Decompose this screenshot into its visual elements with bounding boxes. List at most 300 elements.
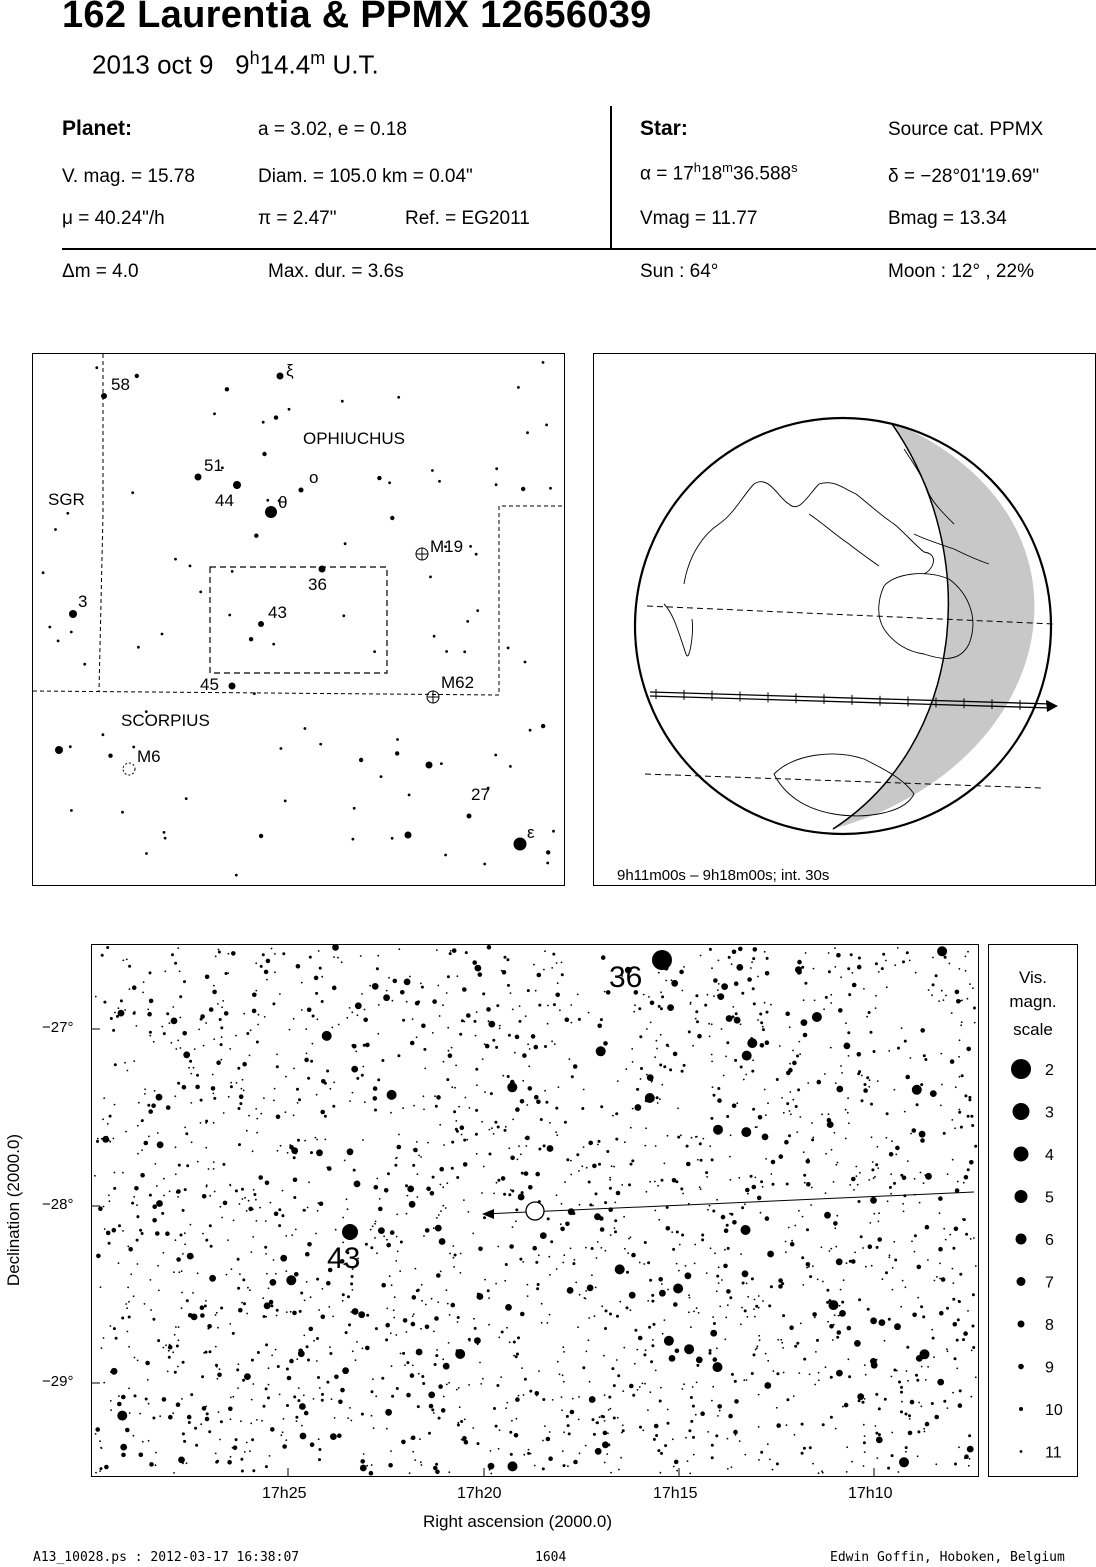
field-star — [205, 1406, 207, 1408]
field-star — [257, 1024, 259, 1026]
field-star — [534, 1095, 539, 1100]
field-star — [265, 1253, 267, 1255]
field-star — [413, 1313, 415, 1315]
field-star — [347, 1295, 350, 1298]
field-star — [525, 1015, 527, 1017]
event-datetime: 2013 oct 9 9$^h$14.4$^m$ U.T. — [92, 48, 379, 80]
field-star — [306, 1345, 309, 1348]
field-star — [616, 1359, 618, 1361]
field-star — [917, 1297, 919, 1299]
field-star — [710, 1117, 713, 1120]
field-star — [497, 1179, 500, 1182]
finder-star — [131, 491, 134, 494]
field-star — [256, 1132, 258, 1134]
field-star — [688, 1030, 691, 1033]
field-star — [781, 1282, 784, 1285]
field-star — [154, 1090, 156, 1092]
field-star — [676, 1231, 679, 1234]
field-star — [852, 983, 857, 988]
asteroid-path — [484, 1192, 974, 1214]
field-star — [312, 1015, 315, 1018]
field-star — [931, 1329, 933, 1331]
field-star — [757, 1019, 759, 1021]
field-star — [850, 953, 853, 956]
field-star — [893, 1182, 896, 1185]
field-star — [760, 1451, 763, 1454]
field-star — [344, 1160, 346, 1162]
field-star — [128, 1346, 130, 1348]
field-star — [181, 1398, 183, 1400]
field-star — [263, 1097, 265, 1099]
field-star — [121, 1317, 124, 1320]
field-star — [765, 1353, 767, 1355]
field-star — [246, 1442, 248, 1444]
field-star — [875, 995, 877, 997]
finder-star — [70, 809, 73, 812]
finder-star — [495, 483, 498, 486]
field-star — [186, 1299, 189, 1302]
field-star — [440, 1271, 442, 1273]
field-star — [706, 1176, 708, 1178]
field-star — [707, 1431, 709, 1433]
finder-star — [353, 807, 356, 810]
field-star — [223, 1112, 225, 1114]
field-star — [759, 1013, 762, 1016]
field-star — [451, 1303, 456, 1308]
field-star — [208, 1168, 210, 1170]
field-star — [495, 1046, 498, 1049]
field-star — [750, 1175, 753, 1178]
field-star — [241, 1088, 243, 1090]
field-star — [283, 1418, 285, 1420]
field-star — [753, 1002, 756, 1005]
legend-dot — [1017, 1277, 1026, 1286]
field-star — [421, 1464, 423, 1466]
field-star — [601, 1247, 603, 1249]
field-star — [437, 1301, 439, 1303]
field-star — [713, 1094, 716, 1097]
field-star — [434, 1363, 437, 1366]
field-star — [308, 1181, 310, 1183]
field-star — [726, 1289, 731, 1294]
field-star — [168, 1345, 173, 1350]
field-star — [487, 1289, 490, 1292]
field-star — [252, 1009, 257, 1014]
field-star — [963, 1182, 965, 1184]
field-star — [927, 1259, 929, 1261]
field-star — [209, 1007, 214, 1012]
field-star — [144, 1303, 146, 1305]
field-star — [740, 1253, 742, 1255]
field-star — [355, 1002, 362, 1009]
finder-star — [545, 424, 548, 427]
field-star — [99, 1440, 101, 1442]
field-star — [818, 1372, 820, 1374]
field-star — [970, 1396, 972, 1398]
field-star — [830, 1002, 832, 1004]
field-star — [263, 1405, 266, 1408]
field-star — [925, 1422, 930, 1427]
field-star — [176, 1189, 181, 1194]
field-star — [911, 1240, 913, 1242]
field-star — [215, 956, 217, 958]
field-star — [692, 1436, 695, 1439]
field-star — [219, 1439, 221, 1441]
field-star — [661, 995, 664, 998]
field-star — [753, 947, 758, 952]
field-star — [972, 1293, 975, 1296]
field-star — [941, 1277, 946, 1282]
field-star — [319, 967, 322, 970]
field-star — [376, 1252, 378, 1254]
field-star — [738, 947, 743, 952]
field-star — [446, 1078, 449, 1081]
field-star — [834, 1227, 836, 1229]
field-star — [740, 1023, 742, 1025]
field-star — [834, 1314, 836, 1316]
finder-star — [426, 762, 433, 769]
field-star — [184, 1127, 186, 1129]
field-star — [128, 1301, 130, 1303]
field-star — [795, 1105, 798, 1108]
field-star — [196, 1074, 199, 1077]
field-star — [417, 1196, 419, 1198]
field-star — [684, 1344, 694, 1354]
field-star — [906, 1370, 908, 1372]
field-star — [460, 1420, 463, 1423]
field-star — [741, 1127, 751, 1137]
event-date: 2013 oct 9 — [92, 49, 214, 80]
field-star — [751, 1277, 754, 1280]
field-star — [579, 1453, 581, 1455]
field-star — [858, 1298, 861, 1301]
field-star — [786, 1183, 789, 1186]
field-star — [781, 1097, 783, 1099]
field-star — [626, 1306, 629, 1309]
field-star — [541, 1303, 543, 1305]
field-star — [213, 1161, 215, 1163]
finder-star — [272, 643, 275, 646]
field-star — [731, 1373, 734, 1376]
field-star — [873, 1050, 876, 1053]
field-star — [578, 1018, 581, 1021]
field-star — [945, 995, 947, 997]
field-star — [655, 1370, 657, 1372]
field-star — [616, 1191, 621, 1196]
field-star — [286, 1368, 289, 1371]
field-star — [865, 1266, 867, 1268]
field-star — [734, 1399, 739, 1404]
field-star — [716, 1347, 718, 1349]
field-star — [182, 1085, 187, 1090]
field-star — [108, 1194, 110, 1196]
field-star — [801, 1019, 808, 1026]
field-star — [121, 1395, 126, 1400]
field-star — [667, 1004, 674, 1011]
field-star — [264, 1302, 271, 1309]
field-star — [221, 1006, 223, 1008]
field-star — [699, 1186, 701, 1188]
field-star — [261, 1420, 263, 1422]
field-star — [488, 1324, 490, 1326]
field-star — [605, 1250, 607, 1252]
field-star — [754, 1299, 756, 1301]
field-star — [864, 1364, 866, 1366]
finder-star — [249, 637, 253, 641]
field-star — [876, 1457, 878, 1459]
field-star — [688, 1311, 690, 1313]
field-star — [767, 1360, 769, 1362]
field-star — [508, 1147, 510, 1149]
field-star — [581, 1107, 584, 1110]
field-star — [825, 1366, 827, 1368]
field-star — [201, 1375, 204, 1378]
field-star — [800, 1323, 802, 1325]
field-star — [868, 1244, 873, 1249]
field-star — [399, 1270, 401, 1272]
field-star — [433, 1412, 435, 1414]
field-star — [654, 1210, 656, 1212]
field-star — [709, 1349, 712, 1352]
field-star — [921, 1366, 923, 1368]
field-star — [864, 1435, 866, 1437]
field-star — [274, 1212, 279, 1217]
legend-title-line: Vis. — [1018, 968, 1048, 987]
field-star — [417, 1405, 420, 1408]
field-star — [875, 1425, 877, 1427]
field-star — [168, 1415, 173, 1420]
field-star — [356, 1077, 359, 1080]
finder-star — [164, 837, 167, 840]
field-star — [522, 1261, 524, 1263]
field-star — [828, 970, 831, 973]
field-star — [744, 1454, 746, 1456]
field-star — [809, 1275, 812, 1278]
field-star — [130, 1273, 132, 1275]
field-star — [597, 1241, 599, 1243]
field-star — [270, 1202, 272, 1204]
field-star — [306, 1281, 308, 1283]
field-star — [145, 1361, 150, 1366]
field-star — [200, 1305, 205, 1310]
field-star — [762, 1134, 769, 1141]
field-star — [971, 1350, 973, 1352]
field-star — [566, 1158, 569, 1161]
field-star — [229, 1184, 231, 1186]
field-star — [498, 1448, 500, 1450]
field-star — [514, 1433, 519, 1438]
field-star — [316, 1094, 318, 1096]
field-star — [133, 1013, 135, 1015]
field-star — [177, 1082, 180, 1085]
field-star — [114, 1012, 116, 1014]
field-star — [495, 1283, 497, 1285]
finder-star — [405, 832, 412, 839]
field-star — [434, 1095, 436, 1097]
field-star — [236, 1082, 238, 1084]
field-star — [651, 1344, 654, 1347]
field-star — [786, 1424, 788, 1426]
field-star — [178, 1164, 181, 1167]
field-star — [217, 1378, 219, 1380]
field-star — [468, 1211, 470, 1213]
field-star — [376, 1178, 378, 1180]
field-star — [216, 1060, 221, 1065]
field-star — [124, 1062, 126, 1064]
field-star — [205, 1147, 207, 1149]
moon-info: Moon : 12° , 22% — [888, 261, 1034, 282]
field-star — [137, 1360, 139, 1362]
finder-star — [517, 386, 520, 389]
field-star — [845, 1138, 847, 1140]
field-star — [651, 1081, 653, 1083]
field-star — [959, 968, 961, 970]
field-star — [456, 1389, 458, 1391]
field-star — [156, 1200, 163, 1207]
field-star — [664, 1336, 674, 1346]
field-star — [503, 1193, 506, 1196]
field-star — [638, 1336, 643, 1341]
field-star — [511, 1190, 514, 1193]
field-star — [265, 1316, 267, 1318]
finder-star — [195, 474, 202, 481]
field-star — [504, 1129, 507, 1132]
field-star — [706, 1272, 708, 1274]
field-star — [451, 1167, 454, 1170]
finder-star — [476, 609, 479, 612]
field-star — [971, 1124, 974, 1127]
field-star — [812, 1463, 814, 1465]
field-star — [595, 1422, 597, 1424]
legend-dot — [1011, 1059, 1031, 1079]
field-star — [528, 1086, 533, 1091]
field-star — [661, 1084, 663, 1086]
field-star — [606, 1453, 608, 1455]
field-star — [448, 1050, 450, 1052]
field-star — [869, 1222, 871, 1224]
field-star — [416, 1349, 423, 1356]
field-star — [818, 1379, 820, 1381]
field-star — [589, 1203, 592, 1206]
field-star — [230, 1085, 233, 1088]
field-star — [475, 1109, 478, 1112]
field-star — [725, 1317, 727, 1319]
field-star — [902, 1280, 904, 1282]
field-star — [647, 1074, 654, 1081]
field-star — [347, 1208, 349, 1210]
legend-magnitude-label: 3 — [1045, 1104, 1054, 1122]
field-star — [386, 1239, 388, 1241]
field-star — [725, 1056, 727, 1058]
constellation-boundaries — [33, 354, 564, 695]
field-star — [588, 1339, 590, 1341]
field-star — [723, 1264, 728, 1269]
field-star — [661, 1283, 663, 1285]
field-star — [114, 1063, 117, 1066]
field-star — [431, 1408, 434, 1411]
field-star — [943, 1228, 945, 1230]
field-star — [727, 1304, 729, 1306]
field-star — [709, 1036, 711, 1038]
field-star — [939, 1278, 941, 1280]
field-star — [365, 1043, 370, 1048]
field-star — [392, 1000, 394, 1002]
finder-star — [135, 374, 139, 378]
field-star — [285, 1076, 287, 1078]
field-star — [607, 1432, 609, 1434]
field-star — [617, 1080, 619, 1082]
field-star — [247, 1287, 249, 1289]
field-star — [776, 1372, 779, 1375]
field-star — [719, 1410, 721, 1412]
field-star — [967, 1310, 969, 1312]
field-star — [190, 1224, 192, 1226]
ra-tick-label: 17h25 — [262, 1485, 307, 1502]
field-star — [694, 1263, 696, 1265]
field-star — [346, 1017, 348, 1019]
field-star — [863, 988, 865, 990]
field-star — [824, 1212, 831, 1219]
field-star — [333, 1081, 335, 1083]
field-star — [910, 1400, 915, 1405]
field-star — [120, 999, 123, 1002]
field-star — [609, 1313, 612, 1316]
field-star — [864, 1398, 866, 1400]
field-star — [437, 985, 439, 987]
field-star — [100, 1467, 103, 1470]
field-star — [497, 1246, 499, 1248]
field-star — [967, 1168, 970, 1171]
field-star — [239, 1094, 244, 1099]
field-star — [432, 1032, 434, 1034]
field-star — [762, 1026, 764, 1028]
star-label: 43 — [268, 603, 287, 622]
field-star — [230, 1418, 232, 1420]
field-star — [142, 1441, 144, 1443]
field-star — [518, 1395, 520, 1397]
field-star — [237, 1287, 240, 1290]
field-star — [265, 1387, 268, 1390]
field-star — [726, 1224, 729, 1227]
field-star — [866, 1076, 869, 1079]
field-star — [374, 1237, 376, 1239]
field-star — [575, 1282, 577, 1284]
field-star — [175, 1173, 177, 1175]
field-star — [108, 1242, 111, 1245]
field-star — [758, 1335, 760, 1337]
field-star — [878, 1221, 880, 1223]
field-star — [547, 1023, 549, 1025]
field-star — [96, 1140, 99, 1143]
field-star — [839, 1305, 841, 1307]
field-star — [796, 1131, 798, 1133]
field-star — [144, 1093, 146, 1095]
field-star — [352, 1289, 354, 1291]
field-star — [878, 1407, 881, 1410]
field-star — [450, 950, 452, 952]
star-field-chart — [91, 944, 979, 1477]
field-star — [644, 1241, 647, 1244]
field-star — [724, 1338, 726, 1340]
field-star — [699, 1142, 702, 1145]
field-star — [521, 1172, 524, 1175]
field-star — [628, 1238, 630, 1240]
field-star — [889, 1186, 892, 1189]
field-star — [413, 1149, 415, 1151]
field-star — [950, 1059, 955, 1064]
field-star — [862, 1247, 864, 1249]
field-star — [954, 1127, 956, 1129]
